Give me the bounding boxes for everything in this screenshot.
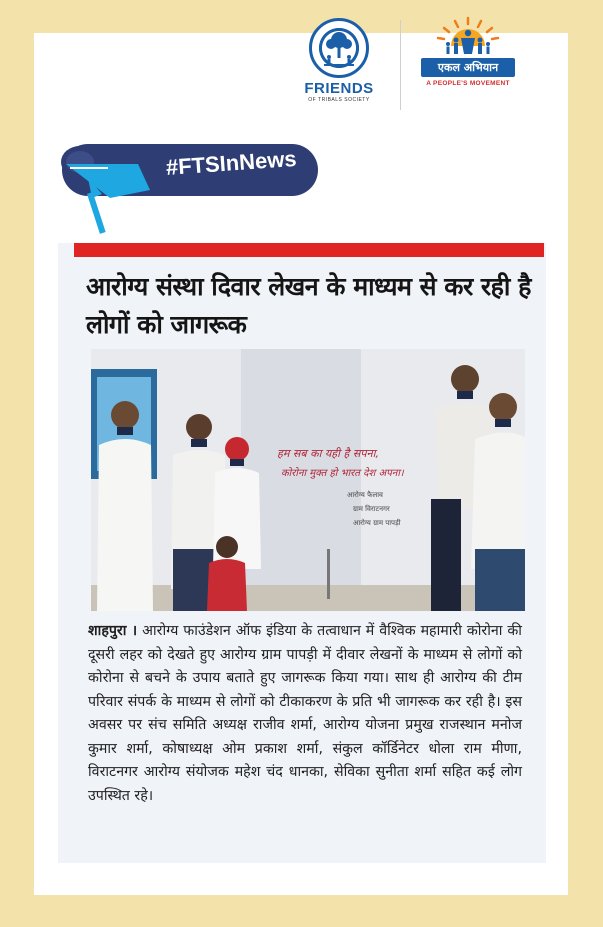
wall-text-line5: आरोग्य ग्राम पापड़ी (353, 519, 401, 527)
microphone-icon (58, 140, 168, 240)
ekal-logo (416, 16, 520, 87)
article-body (88, 620, 522, 808)
news-badge-label: #FTSInNews (165, 145, 298, 180)
tree-emblem-icon (309, 18, 369, 78)
clipping-header-bar (74, 243, 544, 257)
article-body-text: आरोग्य फाउंडेशन ऑफ इंडिया के तत्वाधान में वैश्विक महामारी कोरोना की दूसरी लहर को देखते हुए आरोग्य ग्राम पापड़ी में दीवार लेखनों के माध्यम से लोगों को कोरोना से बचने के उपाय बताते हुए जागरूक किया गया। साथ ही आरोग्य की टीम परिवार संपर्क के माध्यम से लोगों को टीकाकरण के प्रति भी जागरूक कर रही है। इस अवसर पर संच समिति अध्यक्ष राजीव शर्मा, आरोग्य योजना प्रमुख राजस्थान मनोज कुमार शर्मा, कोषाध्यक्ष ओम प्रकाश शर्मा, संकुल कॉर्डिनेटर धोला राम मीणा, विराटनगर आरोग्य संयोजक महेश चंद धानका, सेविका सुनीता शर्मा सहित कई लोग उपस्थित रहे। (88, 623, 522, 804)
wall-text-line3: आरोग्य फैलाव (347, 491, 383, 499)
fts-subtitle: OF TRIBALS SOCIETY (308, 97, 370, 103)
wall-text-line1: हम सब का यही है सपना, (277, 447, 379, 460)
wall-text-line4: ग्राम विराटनगर (353, 505, 390, 513)
fts-logo (296, 18, 382, 103)
ekal-subtitle: A PEOPLE'S MOVEMENT (426, 80, 510, 87)
logo-divider (400, 20, 401, 110)
article-headline: आरोग्य संस्था दिवार लेखन के माध्यम से कर रही है लोगों को जागरूक (86, 272, 531, 339)
ekal-name: एकल अभियान (421, 58, 515, 77)
article-photo (91, 349, 525, 611)
wall-text-line2: कोरोना मुक्त हो भारत देश अपना। (281, 468, 404, 479)
fts-name: FRIENDS (304, 80, 374, 97)
sun-people-icon (433, 16, 503, 56)
article-dateline: शाहपुरा । (88, 623, 138, 639)
